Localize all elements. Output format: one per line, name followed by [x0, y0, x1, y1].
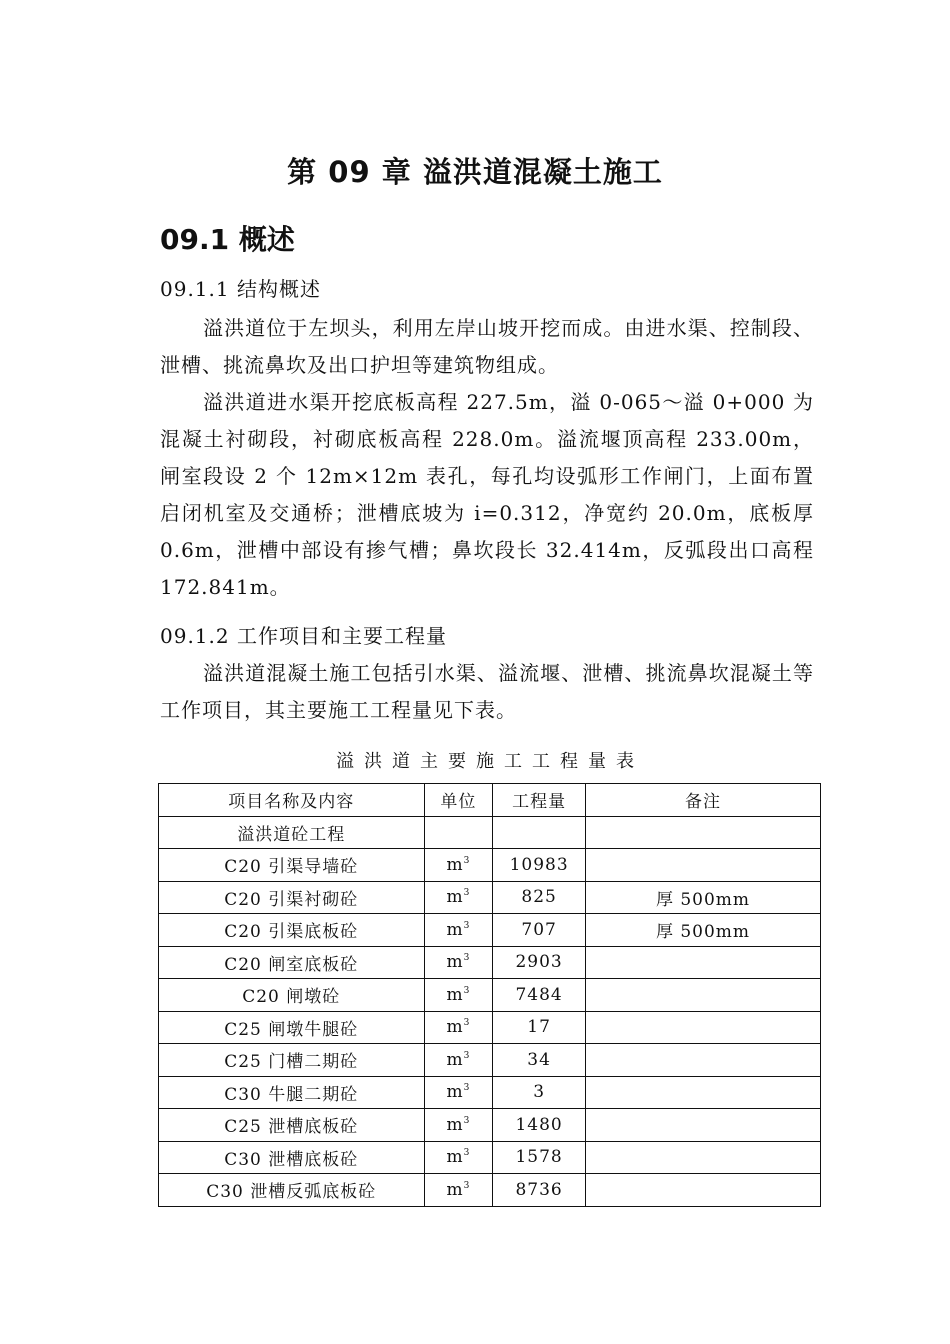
cell-quantity: 2903: [493, 946, 586, 979]
cell-unit: [424, 881, 493, 914]
cell-quantity: 1480: [493, 1109, 586, 1142]
cell-unit: [424, 1076, 493, 1109]
cell-note: [586, 1174, 821, 1207]
cell-item-name: C25 门槽二期砼: [159, 1044, 425, 1077]
subsection-heading-work-items: 09.1.2 工作项目和主要工程量: [160, 624, 447, 648]
unit-base: m: [446, 1179, 464, 1200]
cell-quantity: 825: [493, 881, 586, 914]
quantity-table: [158, 783, 821, 1207]
table-row: [159, 1174, 821, 1207]
unit-exponent: 3: [463, 1083, 471, 1094]
cell-unit: [424, 914, 493, 947]
unit-exponent: 3: [463, 1148, 471, 1159]
cell-quantity: 3: [493, 1076, 586, 1109]
unit-base: m: [446, 854, 464, 875]
cell-quantity: 17: [493, 1011, 586, 1044]
cell-note: [586, 1076, 821, 1109]
unit-exponent: 3: [463, 1180, 471, 1191]
cell-note: [586, 979, 821, 1012]
cell-unit: [424, 1174, 493, 1207]
table-row: [159, 1076, 821, 1109]
table-row: [159, 1011, 821, 1044]
cell-unit: [424, 1011, 493, 1044]
cell-note: [586, 1141, 821, 1174]
unit-exponent: 3: [463, 985, 471, 996]
cell-item-name: C30 泄槽反弧底板砼: [159, 1174, 425, 1207]
table-row: [159, 1141, 821, 1174]
cell-item-name: 溢洪道砼工程: [159, 816, 425, 849]
cell-quantity: 8736: [493, 1174, 586, 1207]
cell-note: [586, 1044, 821, 1077]
unit-base: m: [446, 1082, 464, 1103]
unit-base: m: [446, 1049, 464, 1070]
cell-note: [586, 1011, 821, 1044]
header-unit: 单位: [424, 784, 493, 817]
cell-item-name: C20 引渠衬砌砼: [159, 881, 425, 914]
table-caption: 溢洪道主要施工工程量表: [336, 751, 644, 772]
cell-note: [586, 816, 821, 849]
unit-exponent: 3: [463, 855, 471, 866]
unit-exponent: 3: [463, 920, 471, 931]
cell-item-name: C25 泄槽底板砼: [159, 1109, 425, 1142]
cell-unit: [424, 849, 493, 882]
unit-base: m: [446, 887, 464, 908]
unit-exponent: 3: [463, 1018, 471, 1029]
table-header-row: [159, 784, 821, 817]
unit-base: m: [446, 919, 464, 940]
header-note: 备注: [586, 784, 821, 817]
cell-note: [586, 946, 821, 979]
paragraph-work-items: 溢洪道混凝土施工包括引水渠、溢流堰、泄槽、挑流鼻坎混凝土等工作项目，其主要施工工程量见下表。: [160, 661, 814, 722]
header-item-name: 项目名称及内容: [159, 784, 425, 817]
cell-quantity: 1578: [493, 1141, 586, 1174]
subsection-heading-structure: 09.1.1 结构概述: [160, 277, 321, 301]
table-row: [159, 946, 821, 979]
cell-unit: [424, 946, 493, 979]
unit-base: m: [446, 984, 464, 1005]
cell-item-name: C25 闸墩牛腿砼: [159, 1011, 425, 1044]
cell-quantity: 34: [493, 1044, 586, 1077]
table-row: [159, 881, 821, 914]
cell-note: 厚 500mm: [586, 914, 821, 947]
chapter-title: 第 09 章 溢洪道混凝土施工: [287, 155, 663, 189]
unit-exponent: 3: [463, 888, 471, 899]
unit-base: m: [446, 1147, 464, 1168]
table-row: [159, 1109, 821, 1142]
cell-unit: [424, 979, 493, 1012]
cell-item-name: C20 闸室底板砼: [159, 946, 425, 979]
cell-quantity: [493, 816, 586, 849]
cell-note: [586, 849, 821, 882]
cell-note: 厚 500mm: [586, 881, 821, 914]
unit-base: m: [446, 1114, 464, 1135]
cell-item-name: C20 引渠导墙砼: [159, 849, 425, 882]
unit-base: m: [446, 1017, 464, 1038]
table-row: [159, 1044, 821, 1077]
cell-unit: [424, 816, 493, 849]
table-row: [159, 849, 821, 882]
cell-unit: [424, 1141, 493, 1174]
cell-quantity: 10983: [493, 849, 586, 882]
unit-exponent: 3: [463, 953, 471, 964]
cell-quantity: 7484: [493, 979, 586, 1012]
cell-item-name: C30 泄槽底板砼: [159, 1141, 425, 1174]
cell-unit: [424, 1109, 493, 1142]
paragraph-structure-details: 溢洪道进水渠开挖底板高程 227.5m，溢 0-065～溢 0+000 为混凝土衬砌段，衬砌底板高程 228.0m。溢流堰顶高程 233.00m，闸室段设 2 个 12m×12m 表孔，每孔均设弧形工作闸门，上面布置启闭机室及交通桥；泄槽底坡为 i=0.312，净宽约 20.0m，底板厚 0.6m，泄槽中部设有掺气槽；鼻坎段长 32.414m，反弧段出口高程 172.841m。: [160, 390, 814, 599]
table-body: [159, 816, 821, 1206]
section-heading: 09.1 概述: [160, 223, 295, 256]
table-row: [159, 914, 821, 947]
cell-item-name: C30 牛腿二期砼: [159, 1076, 425, 1109]
header-quantity: 工程量: [493, 784, 586, 817]
cell-quantity: 707: [493, 914, 586, 947]
paragraph-location: 溢洪道位于左坝头，利用左岸山坡开挖而成。由进水渠、控制段、泄槽、挑流鼻坎及出口护坦等建筑物组成。: [160, 316, 814, 377]
cell-note: [586, 1109, 821, 1142]
cell-unit: [424, 1044, 493, 1077]
unit-base: m: [446, 952, 464, 973]
cell-item-name: C20 闸墩砼: [159, 979, 425, 1012]
unit-exponent: 3: [463, 1050, 471, 1061]
table-row: [159, 979, 821, 1012]
table-row: [159, 816, 821, 849]
cell-item-name: C20 引渠底板砼: [159, 914, 425, 947]
unit-exponent: 3: [463, 1115, 471, 1126]
